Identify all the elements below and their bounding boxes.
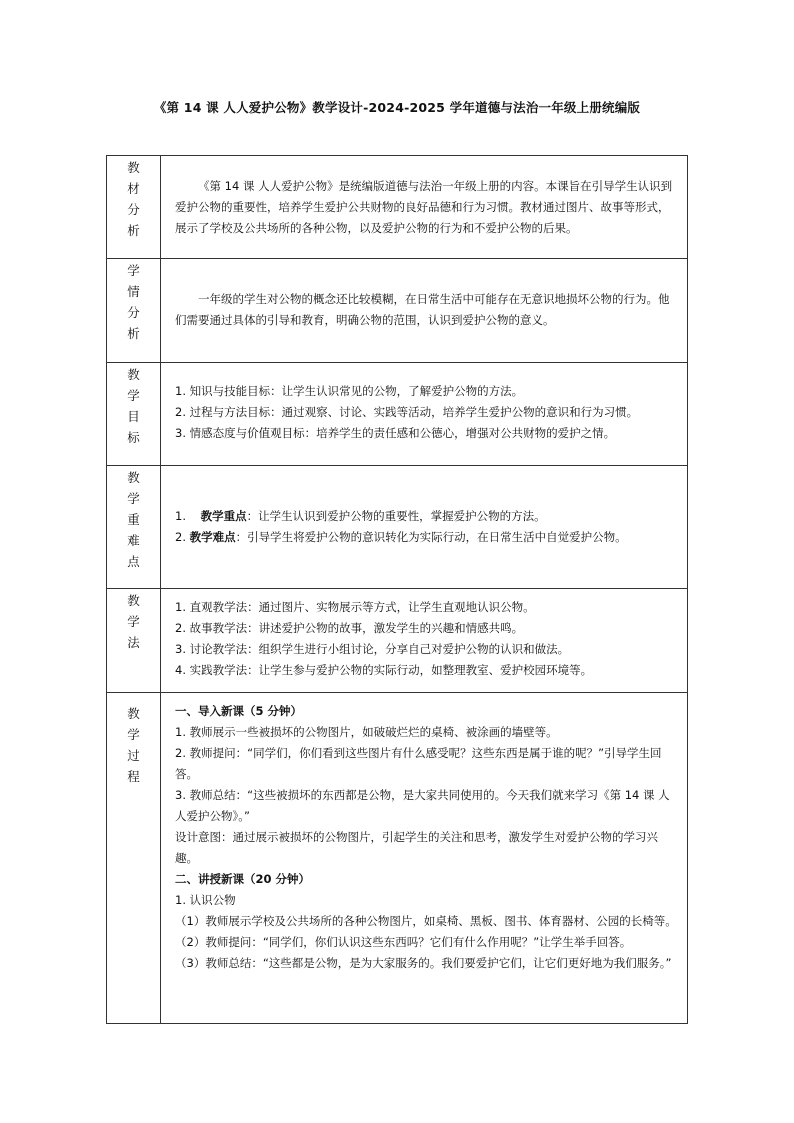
students-text: 一年级的学生对公物的概念还比较模糊，在日常生活中可能存在无意识地损坏公物的行为。他们需要通过具体的引导和教育，明确公物的范围，认识到爱护公物的意义。 bbox=[175, 292, 670, 327]
goal-item: 1. 知识与技能目标：让学生认识常见的公物，了解爱护公物的方法。 bbox=[175, 384, 524, 398]
lesson-plan-table bbox=[106, 155, 688, 1024]
process-item: 2. 教师提问：“同学们，你们看到这些图片有什么感受呢？这些东西是属于谁的呢？”引导学生回答。 bbox=[175, 746, 662, 781]
content-students bbox=[161, 259, 688, 363]
materials-text: 《第 14 课 人人爱护公物》是统编版道德与法治一年级上册的内容。本课旨在引导学生认识到爱护公物的重要性，培养学生爱护公共财物的良好品德和行为习惯。教材通过图片、故事等形式，展示了学校及公共场所的各种公物，以及爱护公物的行为和不爱护公物的后果。 bbox=[175, 179, 673, 235]
goal-item: 2. 过程与方法目标：通过观察、讨论、实践等活动，培养学生爱护公物的意识和行为习惯。 bbox=[175, 405, 639, 419]
keypoint-item: 2. 教学难点：引导学生将爱护公物的意识转化为实际行动，在日常生活中自觉爱护公物。 bbox=[175, 530, 627, 544]
process-item: 3. 教师总结：“这些被损坏的东西都是公物，是大家共同使用的。今天我们就来学习《第 14 课 人人爱护公物》。” bbox=[175, 788, 670, 823]
content-materials bbox=[161, 156, 688, 259]
document-title: 《第 14 课 人人爱护公物》教学设计-2024-2025 学年道德与法治一年级上册统编版 bbox=[153, 100, 641, 115]
content-goals bbox=[161, 363, 688, 466]
process-part2-title: 二、讲授新课（20 分钟） bbox=[175, 872, 311, 886]
label-goals: 教 学 目 标 bbox=[107, 363, 161, 466]
keypoint-item: 1. 教学重点：让学生认识到爱护公物的重要性，掌握爱护公物的方法。 bbox=[175, 509, 546, 523]
process-design-intent: 设计意图：通过展示被损坏的公物图片，引起学生的关注和思考，激发学生对爱护公物的学习兴趣。 bbox=[175, 830, 658, 865]
row-materials bbox=[107, 156, 688, 259]
process-item: （3）教师总结：“这些都是公物，是为大家服务的。我们要爱护它们，让它们更好地为我们服务。” bbox=[175, 956, 672, 970]
process-item: 1. 教师展示一些被损坏的公物图片，如破破烂烂的桌椅、被涂画的墙壁等。 bbox=[175, 725, 558, 739]
method-item: 2. 故事教学法：讲述爱护公物的故事，激发学生的兴趣和情感共鸣。 bbox=[175, 621, 524, 635]
keypoint-head: 教学重点 bbox=[200, 509, 247, 523]
method-item: 3. 讨论教学法：组织学生进行小组讨论，分享自己对爱护公物的认识和做法。 bbox=[175, 642, 570, 656]
label-keypoints: 教 学 重 难 点 bbox=[107, 466, 161, 589]
row-keypoints bbox=[107, 466, 688, 589]
row-goals bbox=[107, 363, 688, 466]
content-keypoints bbox=[161, 466, 688, 589]
process-subheading: 1. 认识公物 bbox=[175, 893, 236, 907]
method-item: 1. 直观教学法：通过图片、实物展示等方式，让学生直观地认识公物。 bbox=[175, 600, 535, 614]
goal-item: 3. 情感态度与价值观目标：培养学生的责任感和公德心，增强对公共财物的爱护之情。 bbox=[175, 426, 616, 440]
process-part1-title: 一、导入新课（5 分钟） bbox=[175, 704, 303, 718]
label-students: 学 情 分 析 bbox=[107, 259, 161, 363]
label-materials: 教 材 分 析 bbox=[107, 156, 161, 259]
row-process bbox=[107, 693, 688, 1024]
method-item: 4. 实践教学法：让学生参与爱护公物的实际行动，如整理教室、爱护校园环境等。 bbox=[175, 663, 593, 677]
label-process: 教 学 过 程 bbox=[107, 693, 161, 1024]
process-item: （2）教师提问：“同学们，你们认识这些东西吗？它们有什么作用呢？”让学生举手回答。 bbox=[175, 935, 632, 949]
content-process bbox=[161, 693, 688, 1024]
process-item: （1）教师展示学校及公共场所的各种公物图片，如桌椅、黑板、图书、体育器材、公园的长椅等。 bbox=[175, 914, 677, 928]
content-methods bbox=[161, 589, 688, 693]
keypoint-head: 教学难点 bbox=[189, 530, 236, 544]
row-students bbox=[107, 259, 688, 363]
row-methods bbox=[107, 589, 688, 693]
label-methods: 教 学 法 bbox=[107, 589, 161, 693]
